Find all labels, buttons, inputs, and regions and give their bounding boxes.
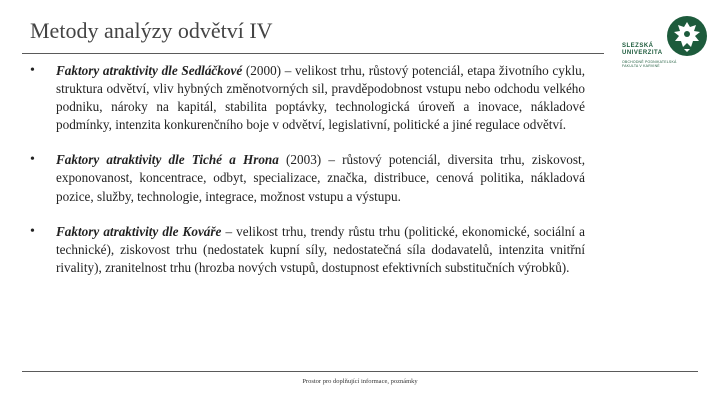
item-text: (2000) – velikost trhu, růstový potenciál, etapa životního cyklu, struktura odvětví, vliv hybných změnotvorných sil, pravděpodobnost vstupu nebo odchodu velkého podniku, nároky na kapitál, stabilita poptávky, technologická úroveň a inovace, nákladové podmínky, intenzita konkurenčního boje v odvětví, legislativní, politické a jiné regulace odvětví. <box>56 63 585 133</box>
item-text: (2003) – růstový potenciál, diversita trhu, ziskovost, exponovanost, koncentrace, odbyt, specializace, značka, distribuce, cenová politika, nákladová pozice, služby, technologie, integrace, možnost vstupu a výstupu. <box>56 152 585 204</box>
university-name-line2: UNIVERZITA <box>622 50 663 56</box>
item-lead: Faktory atraktivity dle Tiché a Hrona <box>56 152 279 168</box>
item-text: – velikost trhu, trendy růstu trhu (politické, ekonomické, sociální a technické), ziskovost trhu (nedostatek kupní síly, nedostatečná síla dodavatelů, intenzita vnitřní rivality), zranitelnost trhu (hrozba nových vstupů, dostupnost efektivních substitučních výrobků). <box>56 223 585 275</box>
faculty-name <box>622 60 708 68</box>
list-item <box>30 151 585 205</box>
bullet-marker: • <box>30 223 35 239</box>
bullet-marker: • <box>30 152 35 168</box>
bullet-marker: • <box>30 63 35 78</box>
university-logo <box>622 15 708 75</box>
bullet-list <box>30 62 585 294</box>
item-paragraph <box>56 151 585 205</box>
university-name-line1: SLEZSKÁ <box>622 43 654 49</box>
university-name <box>622 43 663 57</box>
item-lead: Faktory atraktivity dle Sedláčkové <box>56 63 243 78</box>
faculty-name-line2: FAKULTA V KARVINÉ <box>622 64 660 69</box>
faculty-name-line1: OBCHODNĚ PODNIKATELSKÁ <box>622 60 677 64</box>
slide-title: Metody analýzy odvětví IV <box>30 18 273 43</box>
footer-note: Prostor pro doplňující informace, poznámky <box>302 378 418 385</box>
item-paragraph <box>56 62 585 134</box>
list-item <box>30 62 585 134</box>
eagle-emblem-icon <box>666 15 708 57</box>
item-lead: Faktory atraktivity dle Kováře <box>56 223 222 239</box>
list-item <box>30 223 585 277</box>
footer-divider <box>22 371 698 372</box>
item-paragraph <box>56 223 585 277</box>
title-divider <box>22 53 604 54</box>
